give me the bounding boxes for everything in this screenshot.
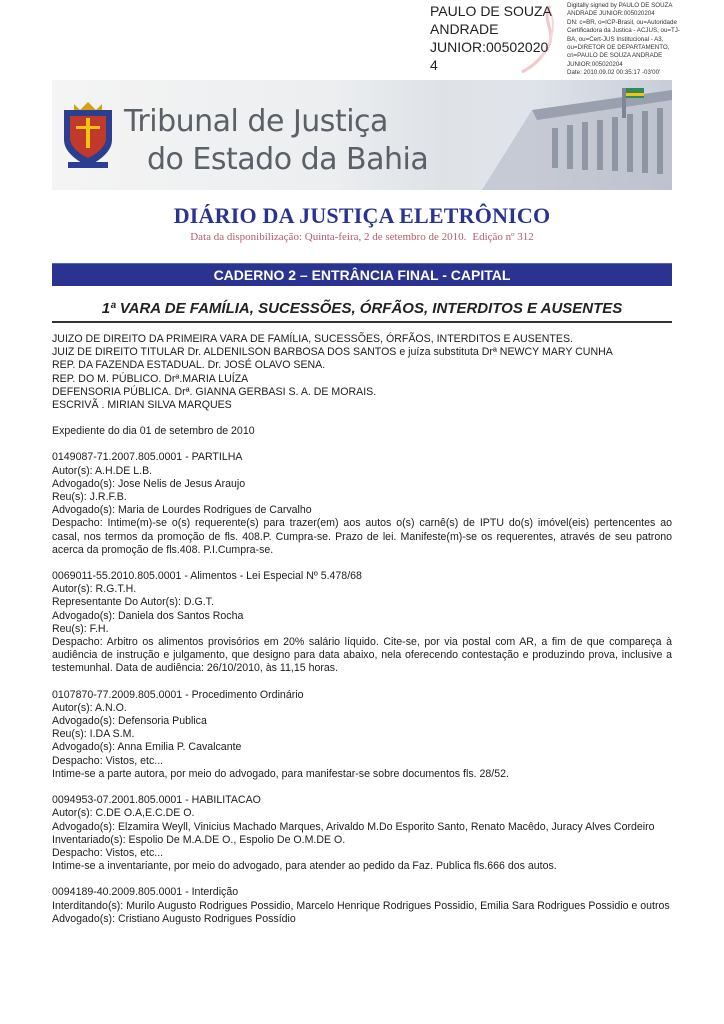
section-divider (52, 321, 672, 323)
case-entry (52, 689, 672, 781)
signer-name-line: JUNIOR:00502020 (430, 39, 549, 55)
edition-number: Edição nº 312 (472, 231, 534, 243)
signature-detail-line: ANDRADE JUNIOR:005020204 (567, 10, 655, 18)
case-line: Representante Do Autor(s): D.G.T. (52, 596, 214, 609)
signer-name-line: ANDRADE (430, 21, 499, 37)
banner-title-line1: Tribunal de Justiça (124, 104, 388, 139)
staff-line: JUIZO DE DIREITO DA PRIMEIRA VARA DE FAMÍLIA, SUCESSÕES, ÓRFÃOS, INTERDITOS E AUSENTES. (52, 333, 573, 345)
case-line: Autor(s): R.G.T.H. (52, 583, 137, 596)
signer-name-line: 4 (430, 57, 438, 73)
signature-detail-line: BA, ou=Cert-JUS Institucional - A3, (567, 35, 664, 43)
case-line: Advogado(s): Cristiano Augusto Rodrigues Possídio (52, 912, 296, 925)
case-line: Intime-se a inventariante, por meio do advogado, para atender ao pedido da Faz. Publica fls.666 dos autos. (52, 860, 557, 873)
signature-detail-line: cn=PAULO DE SOUZA ANDRADE (567, 52, 663, 60)
staff-line: DEFENSORIA PÚBLICA. Drª. GIANNA GERBASI S. A. DE MORAIS. (52, 385, 377, 398)
case-entry (52, 794, 672, 873)
case-line: 0094953-07.2001.805.0001 - HABILITACAO (52, 794, 261, 807)
case-entry (52, 451, 672, 557)
digital-signature (430, 2, 720, 78)
document-body (52, 333, 672, 939)
case-line: Despacho: Vistos, etc... (52, 754, 164, 767)
page-title: DIÁRIO DA JUSTIÇA ELETRÔNICO (173, 203, 551, 228)
signature-details (567, 2, 717, 78)
court-staff (52, 333, 672, 412)
case-line: 0094189-40.2009.805.0001 - Interdição (52, 886, 239, 899)
case-entry (52, 570, 672, 676)
case-entry (52, 886, 672, 926)
case-line: Reu(s): J.R.F.B. (52, 491, 127, 504)
signature-detail-line: JUNIOR:005020204 (567, 60, 623, 68)
court-banner (52, 80, 672, 190)
banner-title-line2: do Estado da Bahia (147, 142, 429, 177)
case-line: Advogado(s): Defensoria Publica (52, 715, 207, 728)
case-line: Reu(s): I.DA S.M. (52, 728, 135, 741)
case-line: Advogado(s): Jose Nelis de Jesus Araujo (52, 477, 246, 490)
case-line: Despacho: Vistos, etc... (52, 846, 164, 859)
court-building-image (442, 80, 672, 190)
case-line: Autor(s): A.H.DE L.B. (52, 464, 153, 477)
case-line: Intime-se a parte autora, por meio do advogado, para manifestar-se sobre documentos fls. 28/52. (52, 767, 509, 780)
signature-detail-line: Certificadora da Justica - ACJUS, ou=TJ- (567, 27, 680, 35)
staff-line: REP. DO M. PÚBLICO. Drª.MARIA LUÍZA (52, 372, 249, 385)
staff-line: REP. DA FAZENDA ESTADUAL. Dr. JOSÉ OLAVO SENA. (52, 359, 326, 372)
signature-detail-line: Digitally signed by PAULO DE SOUZA (567, 2, 673, 9)
case-line: Inventariado(s): Espolio De M.A.DE O., Espolio De O.M.DE O. (52, 833, 346, 846)
section-title: 1ª VARA DE FAMÍLIA, SUCESSÕES, ÓRFÃOS, INTERDITOS E AUSENTES (101, 300, 623, 317)
signer-name-line: PAULO DE SOUZA (430, 3, 552, 19)
expediente-line: Expediente do dia 01 de setembro de 2010 (52, 425, 255, 438)
availability-line (0, 231, 724, 243)
case-line: Advogado(s): Maria de Lourdes Rodrigues de Carvalho (52, 504, 312, 517)
case-line: Advogado(s): Anna Emilia P. Cavalcante (52, 741, 242, 754)
case-line: Interditando(s): Murilo Augusto Rodrigues Possidio, Marcelo Henrique Rodrigues Possidio, Emilia Sara Rodrigues Possidio e outros (52, 899, 670, 912)
signature-detail-line: DN: c=BR, o=ICP-Brasil, ou=Autoridade (567, 18, 677, 26)
caderno-bar: CADERNO 2 – ENTRÂNCIA FINAL - CAPITAL (52, 263, 672, 286)
staff-line: ESCRIVÃ . MIRIAN SILVA MARQUES (52, 399, 232, 412)
signer-name (430, 2, 552, 74)
signature-detail-line: ou=DIRETOR DE DEPARTAMENTO, (567, 44, 670, 52)
case-line: Reu(s): F.H. (52, 622, 109, 635)
case-despacho: Despacho: Arbitro os alimentos provisórios em 20% salário líquido. Cite-se, por via postal com AR, a fim de que compareça à audiência de instrução e julgamento, que designo para data abaixo, nela oferecendo contestação e produzindo prova, inclusive a testemunhal. Data de audiência: 26/10/2010, às 11,15 horas. (52, 636, 672, 675)
case-line: Advogado(s): Daniela dos Santos Rocha (52, 609, 244, 622)
case-despacho: Despacho: Intime(m)-se o(s) requerente(s) para trazer(em) aos autos o(s) carnê(s) de IPTU do(s) imóvel(eis) pertencentes ao casal, nos termos da promoção de fls. 408.P. Cumpra-se. Prazo de lei. Manifeste(m)-se os requerentes, através de seu patrono acerca da promoção de fls.408. P.I.Cumpra-se. (52, 517, 672, 556)
court-crest-icon (60, 100, 116, 170)
availability-date: Data da disponibilização: Quinta-feira, 2 de setembro de 2010. (190, 231, 467, 243)
expediente (52, 425, 672, 438)
case-line: Autor(s): A.N.O. (52, 701, 127, 714)
case-line: 0069011-55.2010.805.0001 - Alimentos - Lei Especial Nº 5.478/68 (52, 570, 362, 583)
case-line: 0149087-71.2007.805.0001 - PARTILHA (52, 451, 243, 464)
case-line: Advogado(s): Elzamira Weyll, Vinicius Machado Marques, Arivaldo M.Do Esporito Santo, Renato Macêdo, Juracy Alves Cordeiro (52, 820, 655, 833)
case-line: 0107870-77.2009.805.0001 - Procedimento Ordinário (52, 688, 304, 701)
case-line: Autor(s): C.DE O.A,E.C.DE O. (52, 807, 195, 820)
signature-detail-line: Date: 2010.09.02 00:35:17 -03'00' (567, 69, 661, 77)
staff-line: JUIZ DE DIREITO TITULAR Dr. ALDENILSON BARBOSA DOS SANTOS e juíza substituta Drª NEWCY MARY CUNHA (52, 346, 613, 359)
